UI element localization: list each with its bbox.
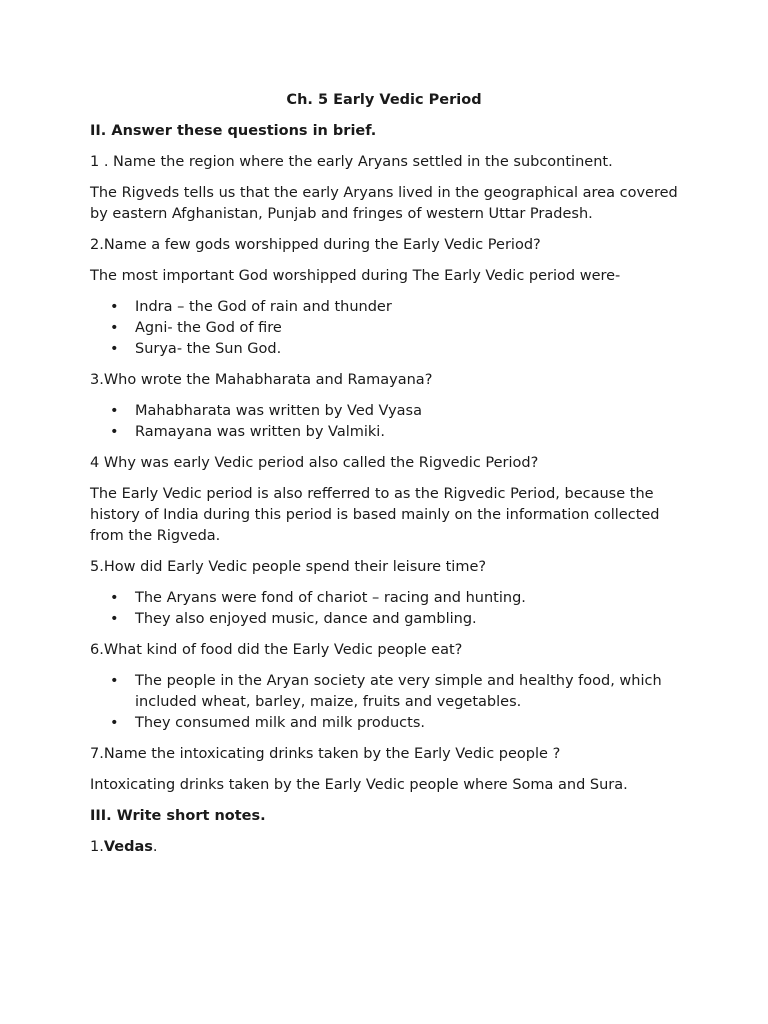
question-7: 7.Name the intoxicating drinks taken by the Early Vedic people ? xyxy=(90,746,561,762)
question-3: 3.Who wrote the Mahabharata and Ramayana? xyxy=(90,372,433,388)
note-1-title: Vedas xyxy=(103,839,153,855)
question-4: 4 Why was early Vedic period also called the Rigvedic Period? xyxy=(90,455,539,471)
answer-1: The Rigveds tells us that the early Aryans lived in the geographical area covered by eastern Afghanistan, Punjab and fringes of western Uttar Pradesh. xyxy=(90,185,678,222)
list-item: • They consumed milk and milk products. xyxy=(90,713,690,734)
question-6: 6.What kind of food did the Early Vedic people eat? xyxy=(90,642,463,658)
list-item: • Mahabharata was written by Ved Vyasa xyxy=(90,401,690,422)
question-5: 5.How did Early Vedic people spend their leisure time? xyxy=(90,559,487,575)
answer-2-intro: The most important God worshipped during The Early Vedic period were- xyxy=(90,268,621,284)
answer-2-list xyxy=(90,297,690,360)
document-page xyxy=(90,90,690,868)
answer-5-list xyxy=(90,588,690,630)
answer-4: The Early Vedic period is also refferred to as the Rigvedic Period, because the history of India during this period is based mainly on the information collected from the Rigveda. xyxy=(90,486,660,544)
section-heading-2: II. Answer these questions in brief. xyxy=(90,123,377,139)
page-title: Ch. 5 Early Vedic Period xyxy=(286,92,482,108)
answer-6-list xyxy=(90,671,690,734)
note-1-suffix: . xyxy=(152,839,158,855)
question-2: 2.Name a few gods worshipped during the Early Vedic Period? xyxy=(90,237,541,253)
list-item: • The people in the Aryan society ate very simple and healthy food, which included wheat, barley, maize, fruits and vegetables. xyxy=(90,671,690,713)
list-item: • Agni- the God of fire xyxy=(90,318,690,339)
list-item: • Surya- the Sun God. xyxy=(90,339,690,360)
note-1 xyxy=(90,837,690,858)
list-item: • They also enjoyed music, dance and gambling. xyxy=(90,609,690,630)
note-1-number: 1. xyxy=(90,839,104,855)
list-item: • The Aryans were fond of chariot – racing and hunting. xyxy=(90,588,690,609)
answer-3-list xyxy=(90,401,690,443)
list-item: • Indra – the God of rain and thunder xyxy=(90,297,690,318)
question-1: 1 . Name the region where the early Aryans settled in the subcontinent. xyxy=(90,154,613,170)
section-heading-3: III. Write short notes. xyxy=(90,808,266,824)
list-item: • Ramayana was written by Valmiki. xyxy=(90,422,690,443)
answer-7: Intoxicating drinks taken by the Early Vedic people where Soma and Sura. xyxy=(90,777,628,793)
